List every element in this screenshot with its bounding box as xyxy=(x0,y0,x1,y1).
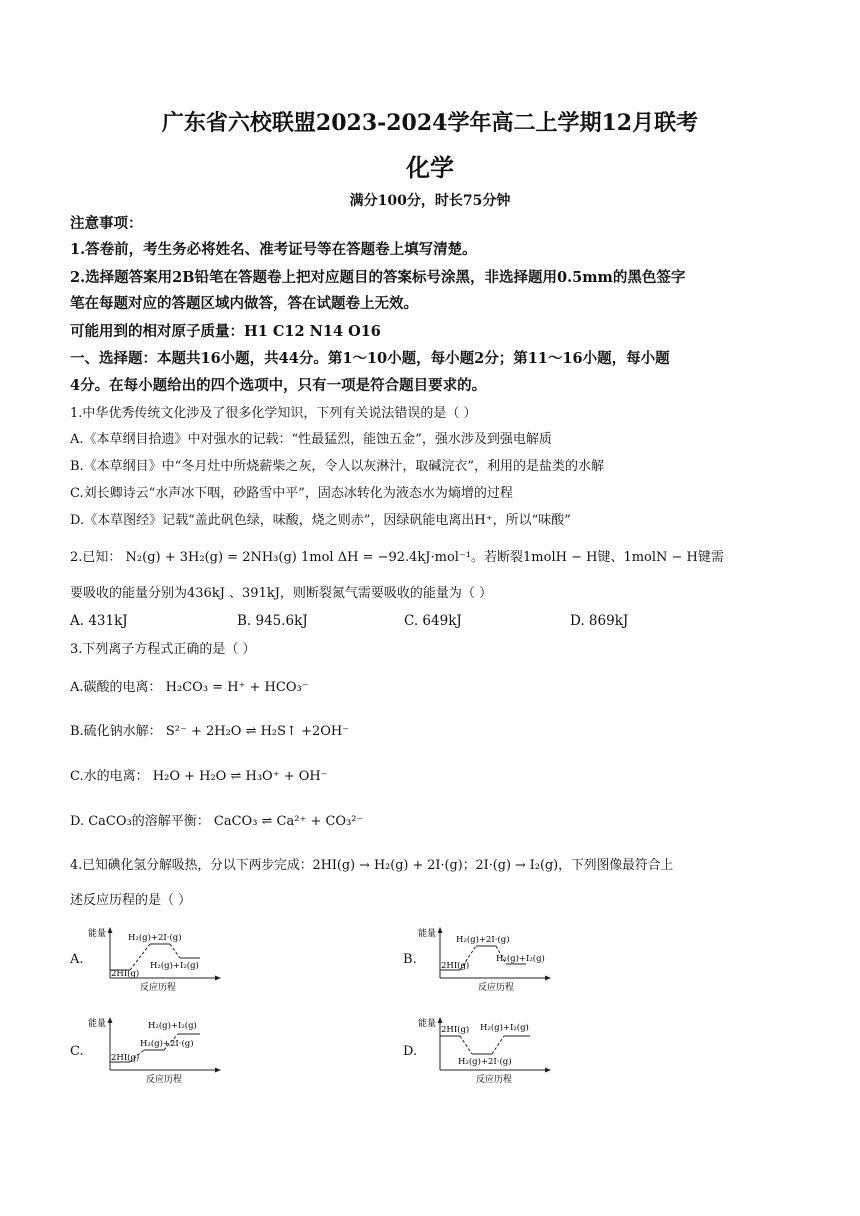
q4-option-c-label: C. xyxy=(70,1044,84,1059)
axis-y-label: 能量 xyxy=(418,1019,437,1029)
q2-equation: N₂(g) + 3H₂(g) = 2NH₃(g) 1mol ΔH = −92.4kJ·mol⁻¹ xyxy=(125,550,472,565)
axis-y-label: 能量 xyxy=(88,1019,107,1029)
level-label-2: H₂(g)+I₂(g) xyxy=(150,961,199,971)
q4-diagram-d xyxy=(418,1014,558,1086)
section-heading-1: 一、选择题：本题共16小题，共44分。第1～10小题，每小题2分；第11～16小题，每小题 xyxy=(70,350,670,367)
q2-option-d: D. 869kJ xyxy=(570,613,629,629)
q2-option-c: C. 649kJ xyxy=(404,613,462,629)
level-label-2: H₂(g)+I₂(g) xyxy=(480,1023,529,1033)
q2-option-a: A. 431kJ xyxy=(70,613,128,629)
q4-option-a-label: A. xyxy=(70,952,84,967)
q4-stem-a: 4.已知碘化氢分解吸热，分以下两步完成：2HI(g) → H₂(g) + 2I·(g)；2I·(g) → I₂(g)，下列图像最符合上 xyxy=(70,858,674,873)
note-item-2a: 2.选择题答案用2B铅笔在答题卷上把对应题目的答案标号涂黑，非选择题用0.5mm的黑色签字 xyxy=(70,269,686,286)
level-label-2: H₂(g)+2I·(g) xyxy=(140,1039,194,1049)
q3-stem: 3.下列离子方程式正确的是（ ） xyxy=(70,642,256,657)
level-label-1: H₂(g)+I₂(g) xyxy=(148,1021,197,1031)
q4-diagram-b xyxy=(418,924,558,994)
q3-d-equation: CaCO₃ ⇌ Ca²⁺ + CO₃²⁻ xyxy=(213,814,364,829)
subject-title: 化学 xyxy=(406,153,454,182)
q3-c-equation: H₂O + H₂O ⇌ H₃O⁺ + OH⁻ xyxy=(152,769,328,784)
q3-option-b xyxy=(70,722,800,742)
q1-option-d: D.《本草图经》记载“盖此矾色绿，味酸，烧之则赤”，因绿矾能电离出H⁺，所以“味酸” xyxy=(70,513,571,528)
level-label-3: H₂(g)+2I·(g) xyxy=(458,1057,512,1067)
level-label-3: 2HI(g) xyxy=(111,1053,140,1063)
axis-x-label: 反应历程 xyxy=(478,983,515,993)
q3-d-label: D. CaCO₃的溶解平衡： xyxy=(70,814,210,829)
level-label-1: H₂(g)+2I·(g) xyxy=(128,933,182,943)
q4-stem-b: 述反应历程的是（ ） xyxy=(70,893,192,908)
axis-y-label: 能量 xyxy=(88,929,107,939)
q2-stem-c: 要吸收的能量分别为436kJ 、391kJ，则断裂氮气需要吸收的能量为（ ） xyxy=(70,586,493,601)
q2-stem-line1 xyxy=(70,548,800,568)
q3-b-equation: S²⁻ + 2H₂O ⇌ H₂S↑ +2OH⁻ xyxy=(165,724,350,739)
section-heading-2: 4分。在每小题给出的四个选项中，只有一项是符合题目要求的。 xyxy=(70,377,487,394)
q2-stem-a: 2.已知： xyxy=(70,550,122,565)
note-item-2b: 笔在每题对应的答题区域内做答，答在试题卷上无效。 xyxy=(70,295,418,312)
q1-stem: 1.中华优秀传统文化涉及了很多化学知识，下列有关说法错误的是（ ） xyxy=(70,406,477,421)
q3-a-equation: H₂CO₃ = H⁺ + HCO₃⁻ xyxy=(165,680,309,695)
q3-option-a xyxy=(70,678,800,698)
q3-option-d xyxy=(70,812,800,832)
q2-stem-b: 。若断裂1molH − H键、1molN − H键需 xyxy=(471,550,724,565)
axis-x-label: 反应历程 xyxy=(476,1075,513,1085)
q4-diagram-a xyxy=(88,924,228,994)
q2-option-b: B. 945.6kJ xyxy=(237,613,308,629)
q4-option-b-label: B. xyxy=(403,952,417,967)
level-label-2: H₂(g)+I₂(g) xyxy=(496,954,545,964)
note-item-1: 1.答卷前，考生务必将姓名、准考证号等在答题卷上填写清楚。 xyxy=(70,241,477,258)
atomic-masses: 可能用到的相对原子质量：H1 C12 N14 O16 xyxy=(70,323,381,340)
q3-b-label: B.硫化钠水解： xyxy=(70,724,162,739)
exam-title: 广东省六校联盟2023-2024学年高二上学期12月联考 xyxy=(161,110,699,136)
q4-diagram-c xyxy=(88,1014,228,1086)
axis-y-label: 能量 xyxy=(418,929,437,939)
axis-x-label: 反应历程 xyxy=(146,1075,183,1085)
q1-option-a: A.《本草纲目拾遗》中对强水的记载：“性最猛烈，能蚀五金”，强水涉及到强电解质 xyxy=(70,432,552,447)
notes-heading: 注意事项： xyxy=(70,215,143,232)
level-label-3: 2HI(g) xyxy=(441,961,470,971)
q3-a-label: A.碳酸的电离： xyxy=(70,680,162,695)
level-label-1: H₂(g)+2I·(g) xyxy=(456,935,510,945)
exam-meta: 满分100分，时长75分钟 xyxy=(349,193,511,209)
q1-option-c: C.刘长卿诗云“水声冰下咽，砂路雪中平”，固态冰转化为液态水为熵增的过程 xyxy=(70,486,513,501)
q3-c-label: C.水的电离： xyxy=(70,769,149,784)
q1-option-b: B.《本草纲目》中“冬月灶中所烧薪柴之灰，令人以灰淋汁，取碱浣衣”，利用的是盐类的水解 xyxy=(70,459,604,474)
q4-option-d-label: D. xyxy=(403,1044,418,1059)
q3-option-c xyxy=(70,767,800,787)
axis-x-label: 反应历程 xyxy=(140,983,177,993)
level-label-3: 2HI(g) xyxy=(111,969,140,979)
level-label-1: 2HI(g) xyxy=(441,1025,470,1035)
